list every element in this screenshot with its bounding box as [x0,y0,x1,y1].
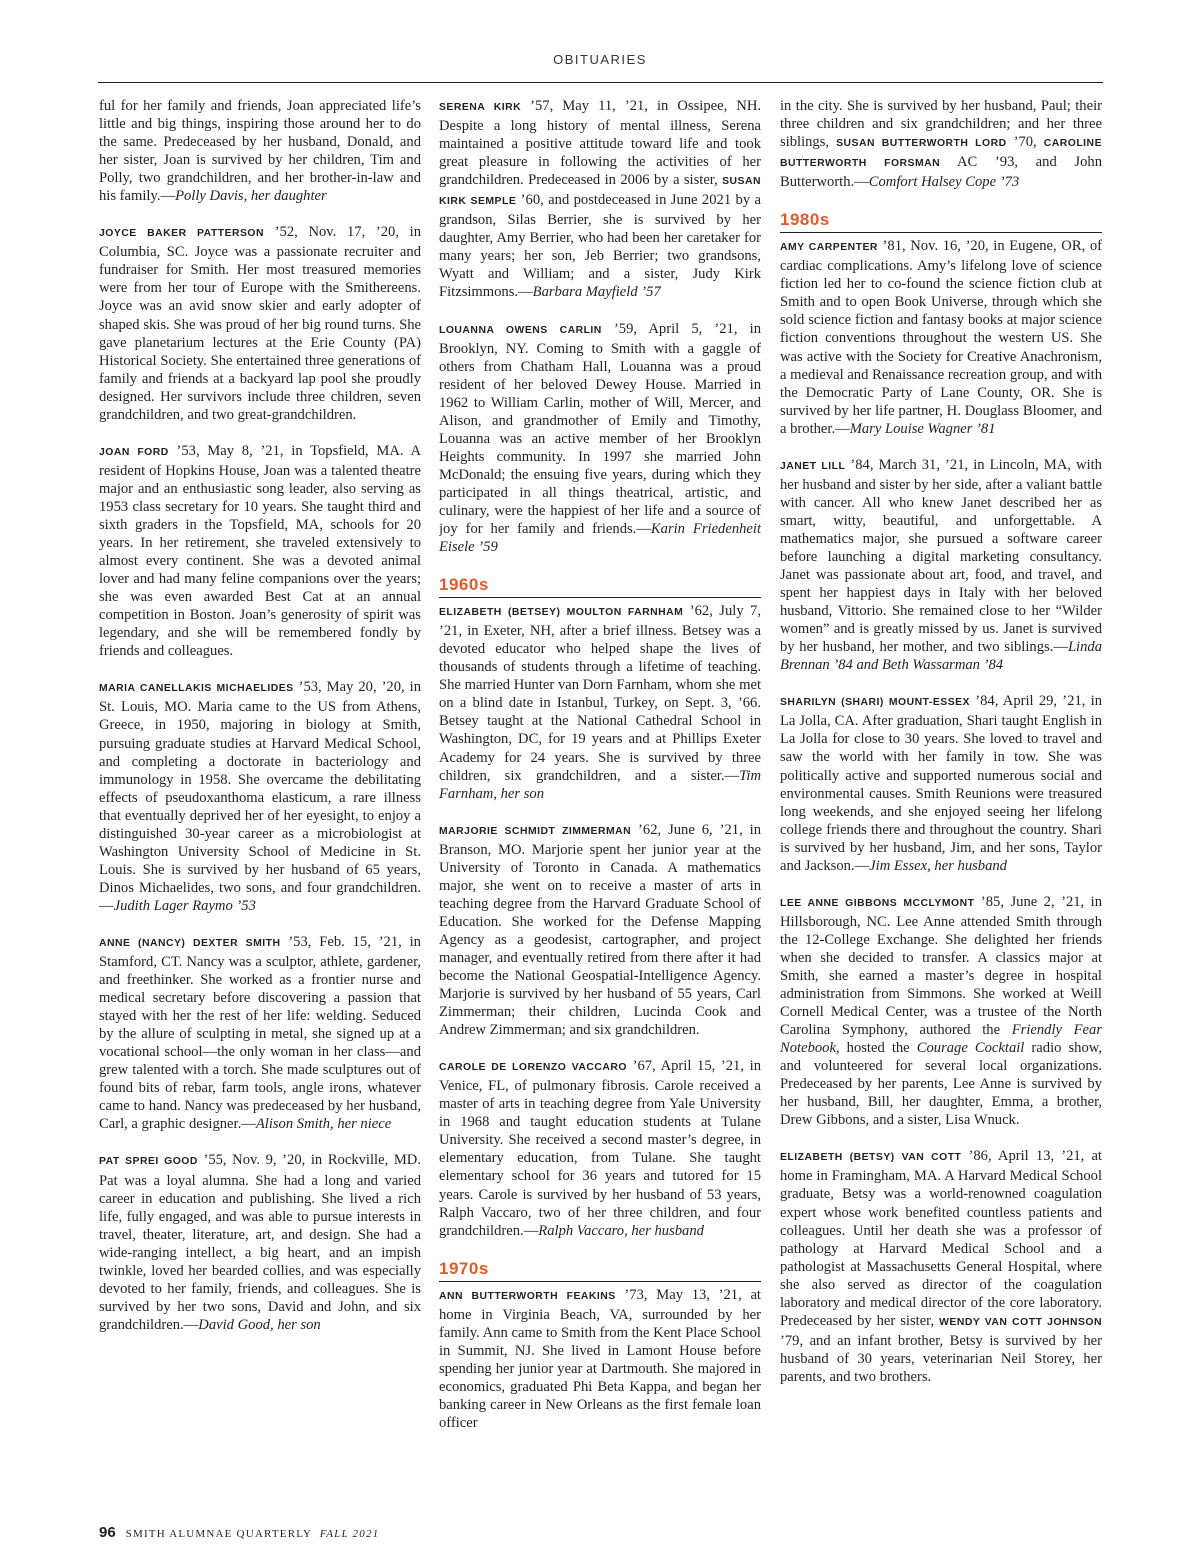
obituary-text [99,223,421,424]
obituary-text [99,442,421,661]
obituary-text [99,97,421,205]
header-rule [98,82,1103,83]
obituary-entry [439,97,761,302]
obituary-body: ’85, June 2, ’21, in Hillsborough, NC. Lee Anne attended Smith through the 12-College Exchange. She delighted her friends when she decided to transfer. A classics major at Smith, she earned a master’s degree in hospital administration from Simmons. She worked at Weill Cornell Medical Center, was a trustee of the North Carolina Symphony, authored the [780,893,1102,1039]
obituary-entry [439,1286,761,1432]
obituary-entry [99,223,421,424]
obituary-body: radio show, and volunteered for several local organizations. Predeceased by her parents, Lee Anne is survived by her husband, Bill, her daughter, Emma, a brother, Drew Gibbons, and a sister, Lisa Wnuck. [780,1040,1102,1129]
section-label: OBITUARIES [553,52,647,67]
obituary-entry [99,678,421,915]
obituary-entry [99,97,421,205]
obituary-body: AC ’93, and John Butterworth.— [780,154,1102,191]
obituary-body: ’62, June 6, ’21, in Branson, MO. Marjorie spent her junior year at the University of Toronto in Canada. A mathematics major, she went on to receive a master of arts in teaching degree from the Harvard Graduate School of Education. She worked for the Defense Mapping Agency as a geodesist, cartographer, and project manager, and eventually retired from there after it had become the National Geospatial-Intelligence Agency. Marjorie is survived by her husband of 55 years, Carl Zimmerman; their children, Lucinda Cook and Andrew Zimmerman; and six grandchildren. [439,821,761,1039]
related-name: WENDY VAN COTT JOHNSON [939,1316,1102,1328]
obituary-body: ’79, and an infant brother, Betsy is survived by her husband of 30 years, veterinarian Neil Storey, her parents, and two brothers. [780,1332,1102,1385]
decade-heading: 1970s [439,1258,761,1282]
obituary-text [780,893,1102,1130]
obituary-text [780,1147,1102,1386]
obituary-signature: David Good, her son [198,1316,321,1333]
obituary-name: MARIA CANELLAKIS MICHAELIDES [99,683,294,695]
obituary-body: ’84, March 31, ’21, in Lincoln, MA, with her husband and sister by her side, after a valiant battle with cancer. All who knew Janet described her as smart, witty, beautiful, and unforgettable. A mathematics major, she pursued a software career before launching a digital marketing consultancy. Janet was passionate about art, food, and travel, and spent her happiest days in Italy with her beloved husband, Vittorio. She remained close to her “Wilder women” and is greatly missed by us. Janet is survived by her husband, her mother, and two siblings.— [780,456,1102,656]
obituary-signature: Alison Smith, her niece [255,1116,392,1133]
obituary-body: ’70, [1006,134,1044,151]
obituary-body: ’55, Nov. 9, ’20, in Rockville, MD. Pat was a loyal alumna. She had a long and varied career in education and publishing. She lived a rich life, fully engaged, and was able to pursue interests in travel, theater, literature, art, and design. She had a wide-ranging intellect, a big heart, and an impish twinkle, loved her bearded collies, and was especially devoted to her family, friends, and colleagues. She is survived by her two sons, David and John, and six grandchildren.— [99,1152,421,1333]
obituary-entry [780,893,1102,1130]
obituary-signature: Tim Farnham, her son [439,767,761,802]
decade-heading: 1980s [780,209,1102,233]
obituary-signature: Ralph Vaccaro, her husband [538,1222,704,1239]
obituary-signature: Linda Brennan ’84 and Beth Wassarman ’84 [780,639,1102,674]
obituary-name: ANN BUTTERWORTH FEAKINS [439,1290,616,1302]
obituary-text [439,97,761,302]
obituary-body: in the city. She is survived by her husband, Paul; their three children and six grandchildren; and her three siblings, [780,98,1102,151]
work-title: Courage Cocktail [916,1040,1025,1057]
obituary-column-2 [439,97,761,1502]
obituary-body: ful for her family and friends, Joan appreciated life’s little and big things, inspiring those around her to do the same. Predeceased by her husband, Donald, and her sister, Joan is survived by her children, Tim and Polly, two grandchildren, and her brother-in-law and his family.— [99,98,421,205]
obituary-name: SERENA KIRK [439,102,522,113]
obituary-text [780,97,1102,191]
obituary-signature: Comfort Halsey Cope ’73 [868,174,1020,191]
obituary-entry [780,1147,1102,1386]
obituary-name: PAT SPREI GOOD [99,1156,198,1168]
obituary-column-3 [780,97,1102,1502]
page-footer [99,1524,379,1541]
obituary-text [780,692,1102,874]
obituary-body: ’60, and postdeceased in June 2021 by a grandson, Silas Berrier, she is survived by her daughter, Amy Berrier, who had been her caretaker for many years; her son, Jeb Berrier; two grandsons, Wyatt and William; and a sister, Judy Kirk Fitzsimmons.— [439,192,761,301]
obituary-body: ’59, April 5, ’21, in Brooklyn, NY. Coming to Smith with a gaggle of others from Chatham Hall, Louanna was a proud resident of her beloved Dewey House. Married in 1962 to William Carlin, mother of Will, Mercer, and Alison, and grandmother of Emily and Timothy, Louanna was an active member of her Brooklyn Heights community. In 1997 she married John McDonald; the ensuing five years, during which they participated in all things theatrical, artistic, and culinary, were the happiest of her life and a source of joy for her family and friends.— [439,320,761,538]
obituary-entry [780,237,1102,438]
obituary-entry [780,692,1102,874]
obituary-body: ’53, May 20, ’20, in St. Louis, MO. Maria came to the US from Athens, Greece, in 1950, majoring in biology at Smith, pursuing graduate studies at Harvard Medical School, and completing a doctorate in bacteriology and immunology in 1958. She overcame the debilitating effects of pseudoxanthoma elasticum, a rare illness that eventually deprived her of her eyesight, to enjoy a distinguished 30-year career as a microbiologist at Washington University School of Medicine in St. Louis. She is survived by her husband of 65 years, Dinos Michaelides, two sons, and four grandchildren.— [99,679,421,914]
obituary-body: ’62, July 7, ’21, in Exeter, NH, after a brief illness. Betsey was a devoted educator who helped shape the lives of thousands of students through a lifetime of teaching. She married Hunter van Dorn Farnham, whom she met on a blind date in Istanbul, Turkey, on Sept. 3, ’66. Betsey taught at the National Cathedral School in Washington, DC, for 19 years and at Phillips Exeter Academy for 24 years. She is survived by three children, six grandchildren, and a sister.— [439,603,761,784]
obituary-name: ELIZABETH (BETSY) VAN COTT [780,1152,962,1164]
page-number: 96 [99,1524,116,1541]
obituary-text [99,933,421,1134]
obituary-signature: Mary Louise Wagner ’81 [849,420,996,437]
obituary-entry [439,821,761,1040]
issue-label: FALL 2021 [319,1528,380,1540]
obituary-name: JOYCE BAKER PATTERSON [99,228,265,240]
obituary-body: ’73, May 13, ’21, at home in Virginia Beach, VA, surrounded by her family. Ann came to Smith from the Kent Place School in Summit, NJ. She lived in Lamont House before spending her junior year at Dartmouth. She majored in economics, graduated Phi Beta Kappa, and began her banking career in New Orleans as the first female loan officer [439,1286,761,1431]
obituary-signature: Polly Davis, her daughter [175,188,327,205]
obituary-name: ANNE (NANCY) DEXTER SMITH [99,937,281,949]
obituary-name: MARJORIE SCHMIDT ZIMMERMAN [439,825,632,837]
obituary-signature: Judith Lager Raymo ’53 [113,897,256,914]
obituary-body: ’81, Nov. 16, ’20, in Eugene, OR, of cardiac complications. Amy’s lifelong love of science fiction led her to co-found the science fiction club at Smith and to open Book Universe, through which she sold science fiction and fantasy books at major science fiction conventions throughout the western US. She was active with the Society for Creative Anachronism, a medieval and Renaissance recreation group, and with the Democratic Party of Lane County, OR. She is survived by her life partner, H. Douglass Bloomer, and a brother.— [780,238,1102,437]
related-name: SUSAN KIRK SEMPLE [439,176,761,208]
obituary-name: AMY CARPENTER [780,242,878,254]
obituary-text [439,821,761,1040]
obituary-name: JOAN FORD [99,446,169,458]
obituary-name: LEE ANNE GIBBONS MCCLYMONT [780,897,975,909]
obituary-name: SHARILYN (SHARI) MOUNT-ESSEX [780,697,970,709]
obituary-signature: Karin Friedenheit Eisele ’59 [439,521,761,556]
obituary-entry [439,320,761,557]
obituary-signature: Jim Essex, her husband [869,857,1007,874]
obituary-text [99,1151,421,1333]
obituary-text [439,602,761,803]
obituary-entry [780,97,1102,191]
obituary-text [99,678,421,915]
obituary-text [439,1286,761,1432]
obituary-text [439,1057,761,1239]
obituary-text [780,456,1102,675]
obituary-name: CAROLE DE LORENZO VACCARO [439,1062,627,1074]
obituary-body: ’53, May 8, ’21, in Topsfield, MA. A resident of Hopkins House, Joan was a talented theatre major and an enthusiastic song leader, also serving as 1953 class secretary for 10 years. She taught third and sixth graders in the Topsfield, MA, schools for 20 years. In her retirement, she traveled extensively to almost every continent. She was a devoted animal lover and had many feline companions over the years; she was even awarded Best Cat at an annual competition in Boston. Joan’s generosity of spirit was legendary, and she will be remembered fondly by friends and colleagues. [99,442,421,660]
obituary-entry [439,1057,761,1239]
obituary-body: ’67, April 15, ’21, in Venice, FL, of pulmonary fibrosis. Carole received a master of arts in teaching degree from Yale University in 1968 and taught education students at Tulane University. She received a second master’s degree, in elementary education, from Tulane. She taught elementary school for 36 years and tutored for 15 years. Carole is survived by her husband of 53 years, Ralph Vaccaro, two of her three children, and four grandchildren.— [439,1058,761,1239]
obituary-signature: Barbara Mayfield ’57 [532,284,661,301]
decade-heading: 1960s [439,574,761,598]
obituary-entry [780,456,1102,675]
obituary-name: ELIZABETH (BETSEY) MOULTON FARNHAM [439,607,684,619]
work-title: Friendly Fear Notebook [780,1022,1102,1057]
obituary-body: ’53, Feb. 15, ’21, in Stamford, CT. Nancy was a sculptor, athlete, gardener, and freethinker. She worked as a frontier nurse and medical secretary before discovering a passion that stayed with her the rest of her life: welding. Seduced by the allure of sculpting in metal, she signed up at a vocational school—the only woman in her class—and grew talented with a torch. She made sculptures out of found bits of rebar, farm tools, angle irons, whatever came to hand. Nancy was predeceased by her husband, Carl, a graphic designer.— [99,933,421,1133]
obituary-name: LOUANNA OWENS CARLIN [439,324,602,336]
related-name: SUSAN BUTTERWORTH LORD [836,138,1007,150]
obituary-text [780,237,1102,438]
obituary-entry [99,933,421,1134]
obituary-body: ’86, April 13, ’21, at home in Framingham, MA. A Harvard Medical School graduate, Betsy was a world-renowned coagulation expert whose work benefited countless patients and colleagues. Until her death she was a professor of pathology at Harvard Medical School and a pathologist at Massachusetts General Hospital, where she also served as director of the coagulation laboratory and medical director of the core laboratory. Predeceased by her sister, [780,1148,1102,1329]
obituary-body: , hosted the [835,1040,917,1057]
obituary-entry [439,602,761,803]
obituary-body: ’52, Nov. 17, ’20, in Columbia, SC. Joyce was a passionate recruiter and fundraiser for Smith. Her most treasured memories were from her tour of Europe with the Smithereens. Joyce was an avid snow skier and early adopter of shaped skis. She was proud of her big round turns. She gave planetarium lectures at the Erie County (PA) Historical Society. She entertained three generations of family and friends at a backyard lap pool she proudly designed. Her survivors include three children, seven grandchildren, and two great-grandchildren. [99,224,421,423]
obituary-name: JANET LILL [780,460,846,472]
obituary-text [439,320,761,557]
obituary-column-1 [99,97,421,1502]
obituary-entry [99,1151,421,1333]
obituary-body: ’84, April 29, ’21, in La Jolla, CA. After graduation, Shari taught English in La Jolla for close to 30 years. She loved to travel and saw the world with her family in tow. She was politically active and supported numerous social and environmental causes. Smith Reunions were treasured long weekends, and she enjoyed seeing her lifelong college friends there and throughout the country. Shari is survived by her husband, Jim, and her sons, Taylor and Jackson.— [780,693,1102,874]
related-name: CAROLINE BUTTERWORTH FORSMAN [780,138,1102,170]
obituary-entry [99,442,421,661]
obituary-body: ’57, May 11, ’21, in Ossipee, NH. Despite a long history of mental illness, Serena maintained a positive attitude toward life and took great pleasure in following the activities of her grandchildren. Predeceased in 2006 by a sister, [439,98,761,189]
publication-name: SMITH ALUMNAE QUARTERLY [125,1528,312,1540]
